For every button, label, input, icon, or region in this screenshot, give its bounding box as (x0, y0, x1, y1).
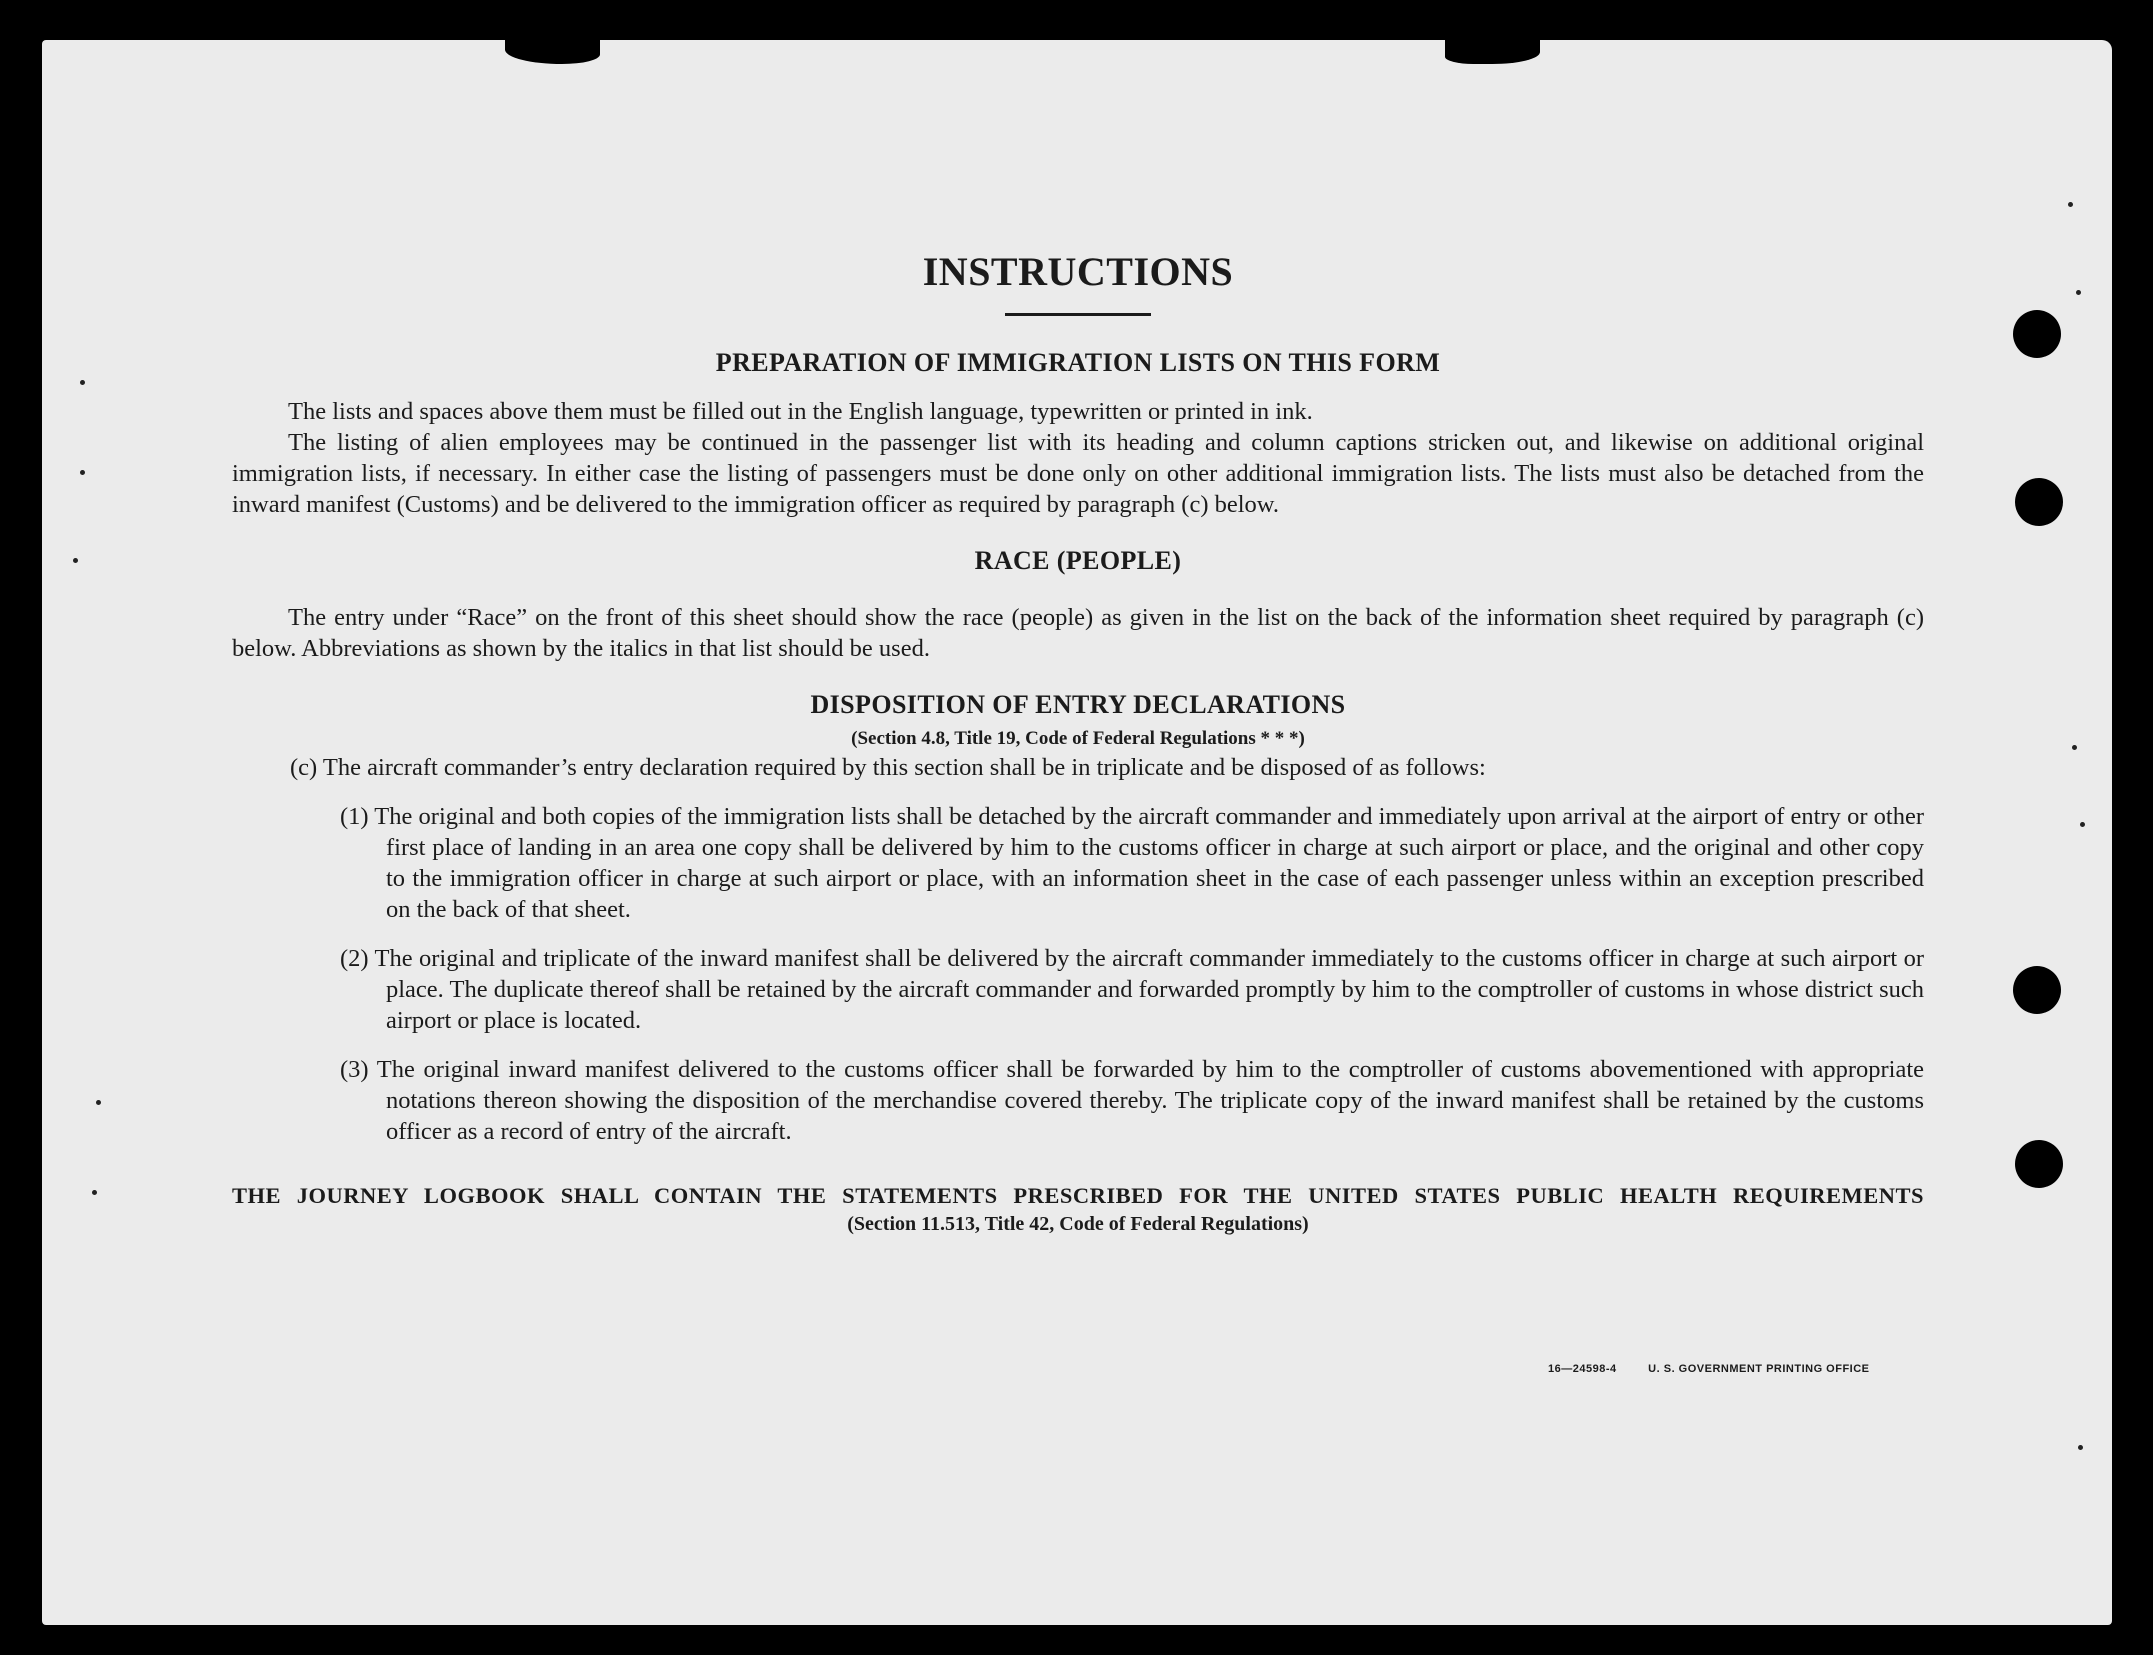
title-underline (1005, 313, 1151, 316)
list-item: (2) The original and triplicate of the inward manifest shall be delivered by the aircraft commander immediately to the customs officer in charge at such airport or place. The duplicate thereof shall be retained by the aircraft commander and forwarded promptly by him to the comptroller of customs in whose district such airport or place is located. (340, 945, 1924, 1034)
binder-hole (2015, 1140, 2063, 1188)
list-item: (1) The original and both copies of the immigration lists shall be detached by the aircraft commander and immediately upon arrival at the airport of entry or other first place of landing in an area one copy shall be delivered by him to the customs officer in charge at such airport or place, and the original and other copy to the immigration officer in charge at such airport or place, with an information sheet in the case of each passenger unless within an exception prescribed on the back of that sheet. (340, 803, 1924, 923)
paragraph: The listing of alien employees may be continued in the passenger list with its heading and column captions stricken out, and likewise on additional original immigration lists, if necessary. In either case the listing of passengers must be done only on other additional immigration lists. The lists must also be detached from the inward manifest (Customs) and be delivered to the immigration officer as required by paragraph (c) below. (232, 429, 1924, 518)
printer-name: U. S. GOVERNMENT PRINTING OFFICE (1648, 1363, 1870, 1375)
scan-speck (73, 558, 78, 563)
scan-speck (2068, 202, 2073, 207)
instructions-body (232, 248, 1924, 1236)
binder-hole (2015, 478, 2063, 526)
scan-speck (80, 470, 85, 475)
section-heading-preparation: PREPARATION OF IMMIGRATION LISTS ON THIS FORM (715, 348, 1441, 377)
scan-speck (92, 1190, 97, 1195)
scan-speck (80, 380, 85, 385)
section-heading-disposition: DISPOSITION OF ENTRY DECLARATIONS (810, 690, 1346, 719)
paragraph: The lists and spaces above them must be filled out in the English language, typewritten or printed in ink. (288, 398, 1313, 425)
section-heading-race: RACE (PEOPLE) (974, 546, 1182, 575)
scan-speck (96, 1100, 101, 1105)
section-citation: (Section 4.8, Title 19, Code of Federal Regulations * * *) (851, 728, 1305, 749)
scan-speck (2072, 745, 2077, 750)
binder-hole (2013, 966, 2061, 1014)
page-title: INSTRUCTIONS (922, 249, 1234, 294)
scan-speck (2080, 822, 2085, 827)
scan-speck (2076, 290, 2081, 295)
printer-imprint (1548, 1363, 1870, 1375)
binder-hole (2013, 310, 2061, 358)
clause-c: (c) The aircraft commander’s entry declaration required by this section shall be in triplicate and be disposed of as follows: (290, 754, 1486, 781)
footer-statement: THE JOURNEY LOGBOOK SHALL CONTAIN THE STATEMENTS PRESCRIBED FOR THE UNITED STATES PUBLIC HEALTH REQUIREMENTS (232, 1183, 1924, 1208)
footer-citation: (Section 11.513, Title 42, Code of Federal Regulations) (847, 1213, 1309, 1235)
form-code: 16—24598-4 (1548, 1363, 1617, 1375)
scan-speck (2078, 1445, 2083, 1450)
paragraph: The entry under “Race” on the front of this sheet should show the race (people) as given in the list on the back of the information sheet required by paragraph (c) below. Abbreviations as shown by the italics in that list should be used. (232, 604, 1924, 662)
list-item: (3) The original inward manifest delivered to the customs officer shall be forwarded by him to the comptroller of customs abovementioned with appropriate notations thereon showing the disposition of the merchandise covered thereby. The triplicate copy of the inward manifest shall be retained by the customs officer as a record of entry of the aircraft. (340, 1056, 1924, 1145)
page-edge-notch (1445, 40, 1540, 64)
